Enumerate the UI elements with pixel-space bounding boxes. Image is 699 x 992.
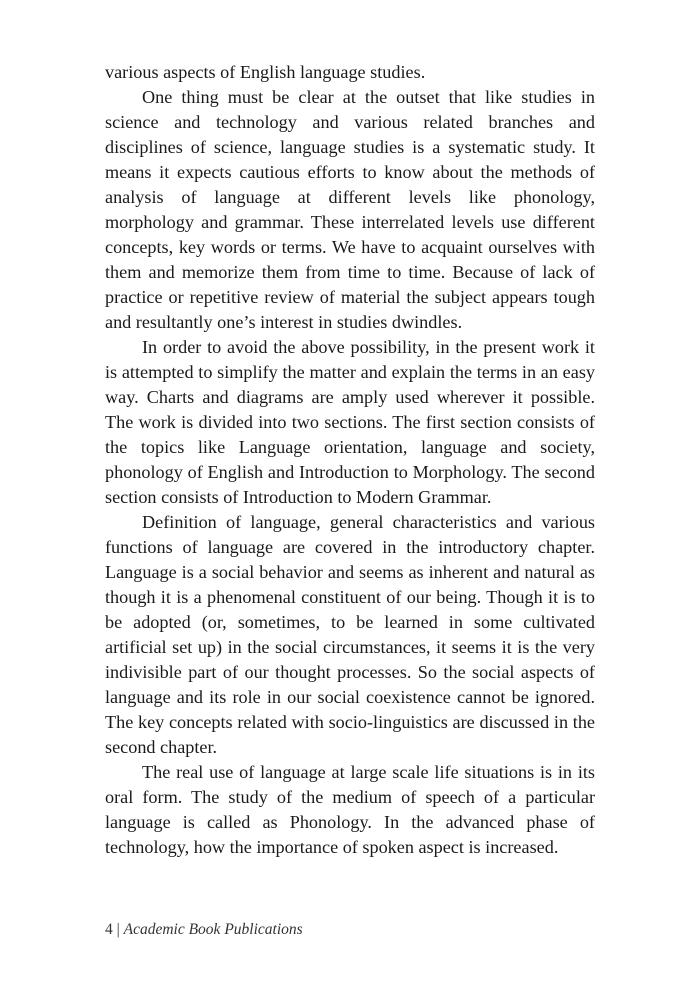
paragraph: In order to avoid the above possibility, in the present work it is attempted to simplify the matter and explain the terms in an easy way. Charts and diagrams are amply used wherever it possible. The work is divided into two sections. The first section consists of the topics like Language orientation, language and society, phonology of English and Introduction to Morphology. The second section consists of Introduction to Modern Grammar.	[105, 337, 595, 507]
paragraph: One thing must be clear at the outset that like studies in science and technology and various related branches and disciplines of science, language studies is a systematic study. It means it expects cautious efforts to know about the methods of analysis of language at different levels like phonology, morphology and grammar. These interrelated levels use different concepts, key words or terms. We have to acquaint ourselves with them and memorize them from time to time. Because of lack of practice or repetitive review of material the subject appears tough and resultantly one’s interest in studies dwindles.	[105, 87, 595, 332]
page-body	[105, 60, 595, 860]
paragraph-continuation: various aspects of English language studies.	[105, 62, 426, 82]
footer-separator: |	[112, 921, 124, 938]
publisher-name: Academic Book Publications	[123, 921, 303, 938]
page-number: 4	[105, 921, 113, 938]
paragraph: The real use of language at large scale life situations is in its oral form. The study of the medium of speech of a particular language is called as Phonology. In the advanced phase of technology, how the importance of spoken aspect is increased.	[105, 762, 595, 857]
paragraph: Definition of language, general characteristics and various functions of language are covered in the introductory chapter. Language is a social behavior and seems as inherent and natural as though it is a phenomenal constituent of our being. Though it is to be adopted (or, sometimes, to be learned in some cultivated artificial set up) in the social circumstances, it seems it is the very indivisible part of our thought processes. So the social aspects of language and its role in our social coexistence cannot be ignored. The key concepts related with socio-linguistics are discussed in the second chapter.	[105, 512, 595, 757]
page-footer	[105, 920, 303, 940]
